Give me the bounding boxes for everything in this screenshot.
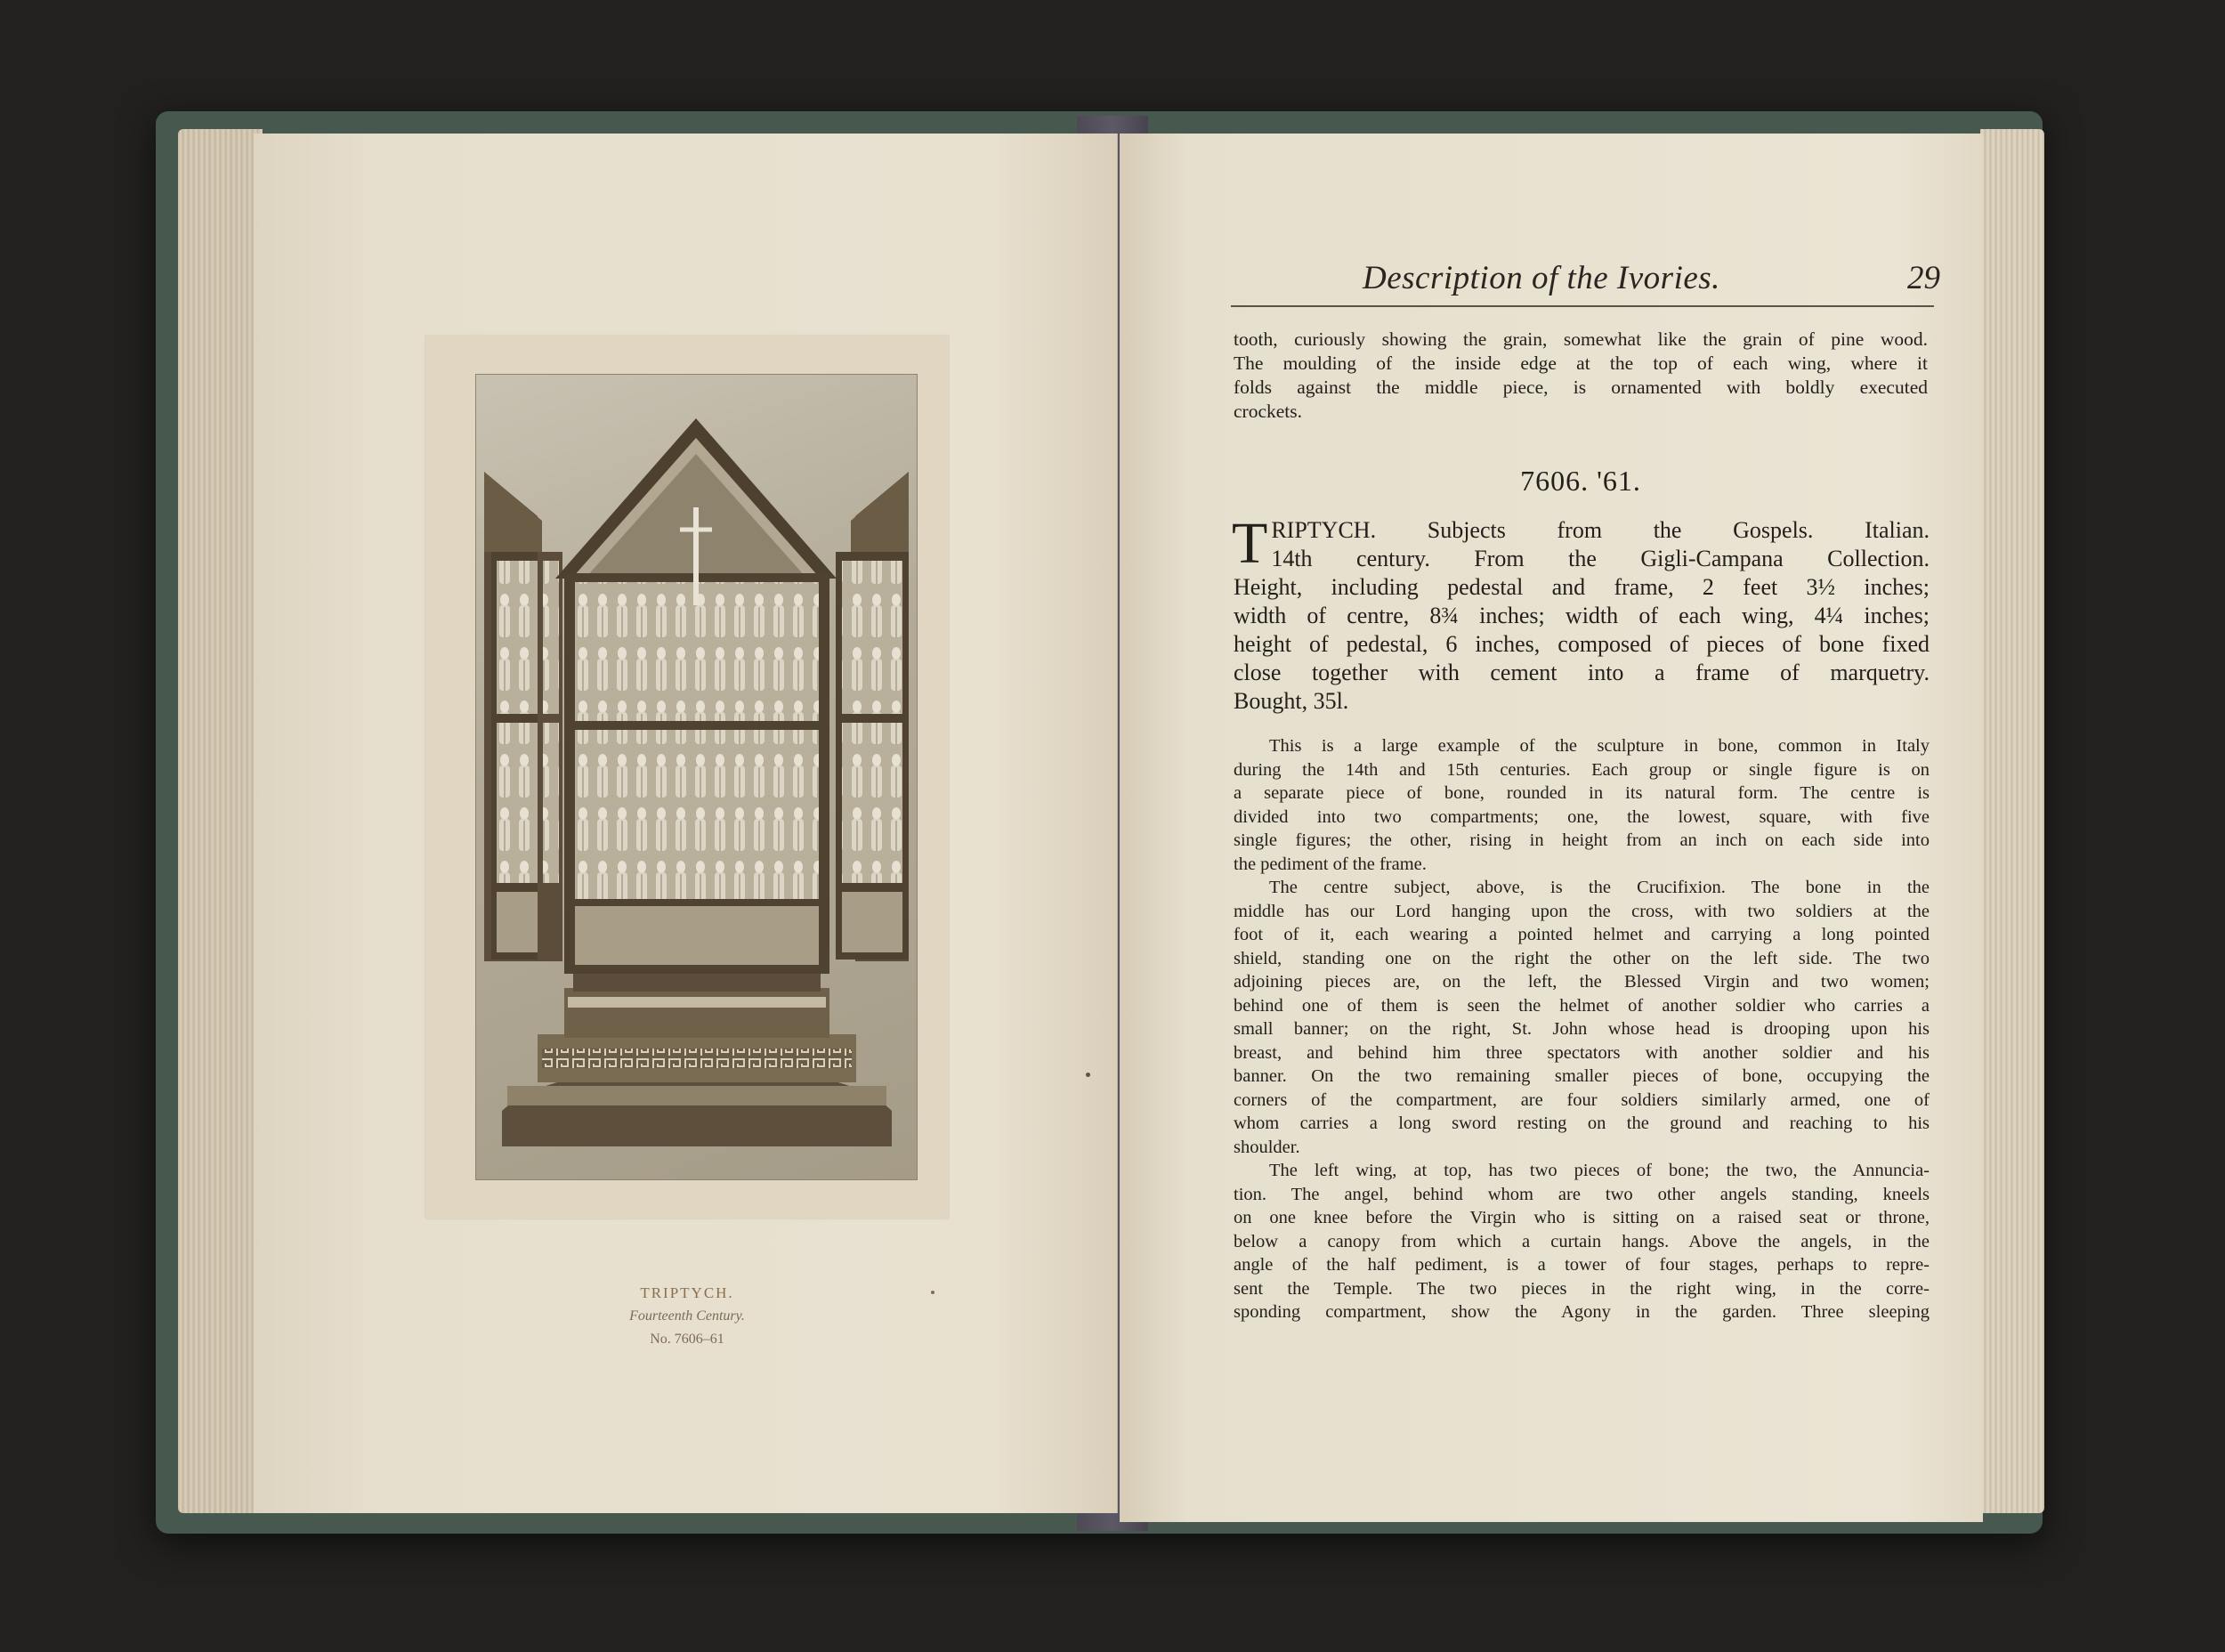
text-line: the pediment of the frame. [1234, 854, 1427, 874]
text-line: foot of it, each wearing a pointed helmet and carrying a long pointed [1234, 925, 1930, 944]
text-line: 14th century. From the Gigli-Campana Collection. [1271, 546, 1930, 571]
text-line: corners of the compartment, are four soldiers similarly armed, one of [1234, 1089, 1930, 1110]
triptych-photograph [475, 374, 918, 1180]
text-line: during the 14th and 15th centuries. Each group or single figure is on [1234, 759, 1930, 780]
text-line: below a canopy from which a curtain hangs. Above the angels, in the [1234, 1231, 1930, 1251]
page-number: 29 [1907, 260, 1940, 296]
text-line: adjoining pieces are, on the left, the Blessed Virgin and two women; [1234, 972, 1930, 992]
text-line: folds against the middle piece, is ornamented with boldly executed [1234, 377, 1928, 398]
text-line: height of pedestal, 6 inches, composed of pieces of bone fixed [1234, 631, 1930, 657]
text-line: divided into two compartments; one, the lowest, square, with five [1234, 806, 1930, 827]
text-line: behind one of them is seen the helmet of another soldier who carries a [1234, 995, 1930, 1016]
running-head-title: Description of the Ivories. [1363, 260, 1720, 296]
text-line: RIPTYCH. Subjects from the Gospels. Italian. [1271, 517, 1930, 543]
text-line: angle of the half pediment, is a tower of four stages, perhaps to repre- [1234, 1255, 1930, 1275]
running-head [1231, 260, 1940, 307]
text-line: whom carries a long sword resting on the ground and reaching to his [1234, 1113, 1930, 1133]
right-page [1120, 134, 1983, 1522]
text-line: single figures; the other, rising in height from an inch on each side into [1234, 830, 1930, 850]
text-line: tion. The angel, behind whom are two other angels standing, kneels [1234, 1184, 1930, 1204]
text-line: Height, including pedestal and frame, 2 feet 3½ inches; [1234, 574, 1930, 600]
text-line: The moulding of the inside edge at the top of each wing, where it [1234, 352, 1928, 374]
text-line: This is a large example of the sculpture in bone, common in Italy [1269, 736, 1930, 756]
photo-mount [425, 336, 949, 1219]
entry-number: 7606. '61. [1520, 465, 1641, 497]
body-text [1234, 734, 1930, 1324]
drop-cap: T [1232, 511, 1268, 576]
text-line: shield, standing one on the right the other on the left side. The two [1234, 948, 1930, 968]
text-line: width of centre, 8¾ inches; width of each wing, 4¼ inches; [1234, 603, 1930, 628]
text-line: middle has our Lord hanging upon the cross, with two soldiers at the [1234, 901, 1930, 921]
paper-fleck [931, 1291, 934, 1294]
text-line: crockets. [1234, 401, 1303, 422]
text-line: banner. On the two remaining smaller pieces of bone, occupying the [1234, 1066, 1930, 1086]
text-line: The centre subject, above, is the Crucifixion. The bone in the [1269, 878, 1930, 897]
left-page [254, 134, 1118, 1513]
triptych-illustration [475, 374, 918, 1180]
text-line: a separate piece of bone, rounded in its natural form. The centre is [1234, 783, 1930, 803]
caption-number: No. 7606–61 [650, 1332, 724, 1347]
right-page-edges [1980, 129, 2044, 1513]
text-line: sent the Temple. The two pieces in the right wing, in the corre- [1234, 1278, 1930, 1299]
left-page-edges [178, 129, 263, 1513]
text-line: Bought, 35l. [1234, 688, 1349, 714]
text-line: close together with cement into a frame of marquetry. [1234, 660, 1930, 685]
caption-subtitle: Fourteenth Century. [629, 1308, 745, 1324]
entry-heading [1232, 511, 1930, 716]
caption-title: TRIPTYCH. [640, 1284, 734, 1301]
text-line: tooth, curiously showing the grain, somewhat like the grain of pine wood. [1234, 328, 1928, 350]
continued-paragraph [1234, 328, 1928, 424]
text-line: sponding compartment, show the Agony in the garden. Three sleeping [1234, 1302, 1930, 1322]
paper-fleck [1086, 1073, 1090, 1077]
text-line: small banner; on the right, St. John whose head is drooping upon his [1234, 1019, 1930, 1039]
text-line: on one knee before the Virgin who is sitting on a raised seat or throne, [1234, 1208, 1930, 1227]
text-line: The left wing, at top, has two pieces of bone; the two, the Annuncia- [1269, 1161, 1930, 1180]
text-line: breast, and behind him three spectators with another soldier and his [1234, 1042, 1930, 1063]
text-line: shoulder. [1234, 1137, 1300, 1157]
